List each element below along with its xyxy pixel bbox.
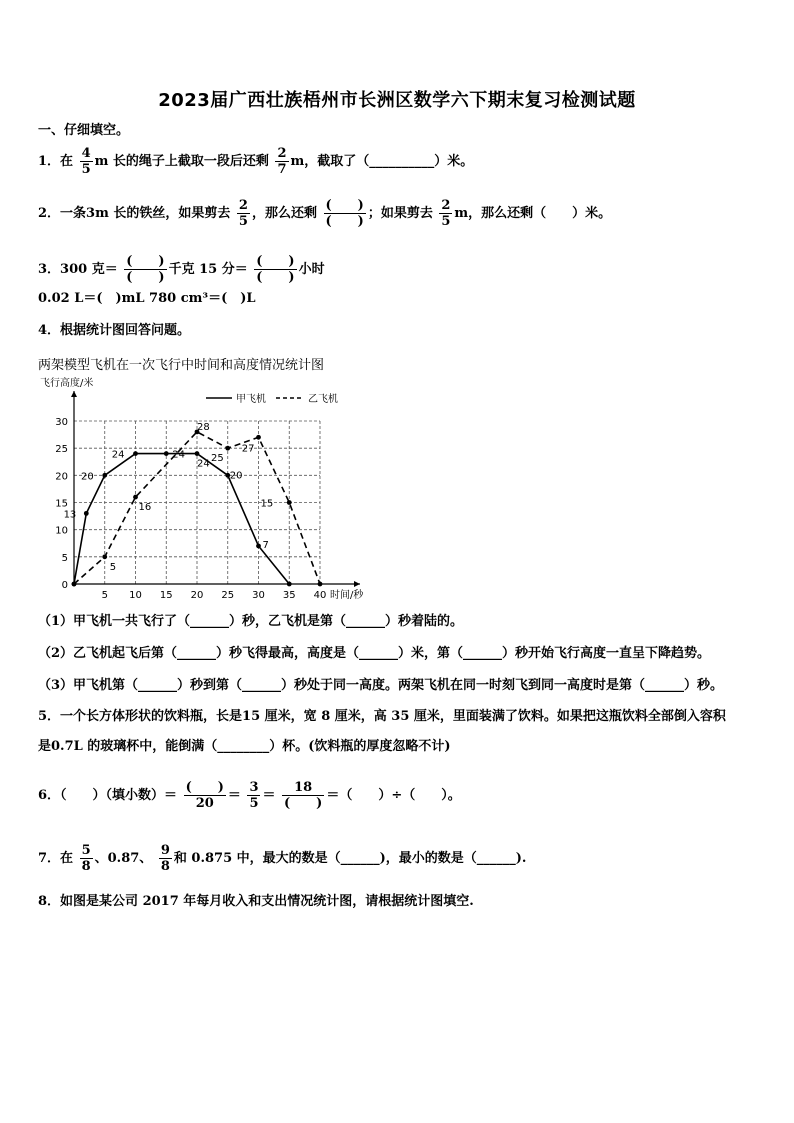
data-label: 25 — [211, 453, 224, 465]
x-tick-label: 25 — [221, 590, 235, 601]
q3-text-a: 300 克＝ — [60, 262, 118, 277]
question-1 — [38, 146, 473, 177]
y-tick-label: 15 — [55, 498, 68, 510]
question-4: 4．根据统计图回答问题。 — [38, 323, 191, 338]
question-4-3: （3）甲飞机第（______）秒到第（______）秒处于同一高度。两架飞机在同一时刻飞到同一高度时是第（______）秒。 — [38, 678, 724, 693]
fraction-numerator: 9 — [160, 843, 170, 858]
q3-text-c: 小时 — [298, 262, 325, 277]
q6-text: 6．（ ）（填小数）＝ — [38, 788, 178, 803]
series-line-jia — [74, 454, 289, 584]
data-label: 20 — [229, 470, 243, 482]
y-tick-label: 0 — [61, 580, 68, 591]
equals-sign: ＝ — [262, 788, 276, 803]
q2-text-mid2: ；如果剪去 — [367, 206, 433, 221]
data-point — [256, 544, 261, 549]
fraction-denominator: ( ) — [256, 270, 295, 285]
data-point — [318, 582, 323, 587]
section-heading: 一、仔细填空。 — [38, 123, 130, 138]
q7-text-mid: 、0.87、 — [94, 851, 153, 866]
data-point — [102, 473, 107, 478]
y-tick-label: 20 — [55, 471, 68, 483]
data-label: 24 — [172, 449, 185, 461]
q6-fraction-3[interactable] — [282, 780, 324, 811]
fraction-denominator: ( ) — [126, 270, 165, 285]
data-point — [84, 511, 89, 516]
data-label: 13 — [63, 509, 77, 521]
question-5-line-2: 是0.7L 的玻璃杯中，能倒满（________）杯。(饮料瓶的厚度忽略不计) — [38, 739, 451, 754]
question-3-unit-conversion: 0.02 L＝( )mL 780 cm³＝( )L — [38, 291, 256, 306]
data-point — [164, 451, 169, 456]
q2-text: 一条3m 长的铁丝，如果剪去 — [60, 206, 231, 221]
data-point — [102, 554, 107, 559]
y-tick-label: 30 — [55, 417, 68, 428]
x-tick-label: 5 — [101, 590, 108, 601]
page-title: 2023届广西壮族梧州市长洲区数学六下期末复习检测试题 — [158, 90, 636, 111]
fraction-denominator: 5 — [238, 214, 248, 229]
fraction-numerator: ( ) — [325, 198, 364, 213]
q1-text-post: m，截取了（ — [290, 154, 370, 169]
q2-fraction-2 — [439, 198, 452, 229]
q1-answer-blank[interactable]: __________ — [369, 154, 435, 169]
x-tick-label: 30 — [252, 590, 265, 601]
fraction-denominator: 20 — [195, 796, 214, 811]
fraction-numerator: 5 — [81, 843, 91, 858]
data-label: 5 — [109, 561, 117, 573]
fraction-numerator: ( ) — [185, 780, 224, 795]
fraction-numerator: 2 — [441, 198, 451, 213]
q3-text-b: 千克 15 分＝ — [168, 262, 248, 277]
data-label: 24 — [111, 449, 125, 461]
q1-text-mid: m 长的绳子上截取一段后还剩 — [94, 154, 269, 169]
fraction-numerator: 2 — [238, 198, 248, 213]
fraction-numerator: 2 — [277, 146, 287, 161]
data-label: 15 — [260, 498, 274, 510]
equals-sign: ＝ — [227, 788, 241, 803]
data-label: 16 — [138, 502, 152, 514]
question-5-line-1: 5．一个长方体形状的饮料瓶，长是15 厘米，宽 8 厘米，高 35 厘米，里面装满了饮料。如果把这瓶饮料全部倒入容积 — [38, 709, 726, 724]
q2-number: 2． — [38, 206, 61, 221]
question-2 — [38, 198, 611, 229]
fraction-denominator: ( ) — [284, 796, 323, 811]
x-axis-label: 时间/秒 — [330, 590, 364, 601]
q1-text-end: ）米。 — [434, 154, 474, 169]
fraction-denominator: 8 — [81, 859, 91, 874]
q2-answer-fraction[interactable] — [324, 198, 366, 229]
y-axis-arrow — [71, 391, 77, 397]
q3-answer-fraction-1[interactable] — [124, 254, 166, 285]
data-point — [133, 451, 138, 456]
q1-number: 1． — [38, 154, 61, 169]
fraction-denominator: 5 — [81, 162, 91, 177]
data-point — [256, 435, 261, 440]
y-tick-label: 5 — [61, 552, 68, 564]
fraction-denominator: ( ) — [325, 214, 364, 229]
q3-answer-fraction-2[interactable] — [254, 254, 296, 285]
x-tick-label: 35 — [282, 590, 296, 601]
question-8: 8．如图是某公司 2017 年每月收入和支出情况统计图，请根据统计图填空. — [38, 894, 474, 909]
y-tick-label: 10 — [55, 525, 68, 537]
fraction-denominator: 5 — [249, 796, 259, 811]
data-label: 27 — [241, 443, 255, 455]
x-tick-label: 10 — [129, 590, 142, 601]
legend-label-jia: 甲飞机 — [236, 394, 266, 405]
q7-fraction-1 — [80, 843, 93, 874]
q6-fraction-1[interactable] — [184, 780, 226, 811]
flight-line-chart — [36, 374, 366, 606]
q3-number: 3． — [38, 262, 61, 277]
question-4-2: （2）乙飞机起飞后第（______）秒飞得最高，高度是（______）米，第（______）秒开始飞行高度一直呈下降趋势。 — [38, 646, 711, 661]
data-label: 28 — [197, 421, 210, 433]
fraction-numerator: ( ) — [126, 254, 165, 269]
q2-fraction-1 — [237, 198, 250, 229]
q2-text-post: m，那么还剩（ ）米。 — [454, 206, 612, 221]
q2-text-mid: ，那么还剩 — [251, 206, 317, 221]
q6-fraction-2 — [247, 780, 260, 811]
data-label: 24 — [197, 458, 210, 470]
data-point — [195, 451, 200, 456]
q7-text-post: 和 0.875 中，最大的数是（______)，最小的数是（______). — [173, 851, 527, 866]
data-point — [225, 446, 230, 451]
data-label: 20 — [81, 471, 94, 483]
q1-fraction-1 — [80, 146, 93, 177]
fraction-denominator: 7 — [277, 162, 287, 177]
data-label: 7 — [262, 539, 269, 551]
data-point — [133, 495, 138, 500]
fraction-numerator: 3 — [249, 780, 259, 795]
q1-fraction-2 — [275, 146, 288, 177]
question-6 — [38, 780, 461, 811]
data-point — [72, 582, 77, 587]
q7-text: 7．在 — [38, 851, 74, 866]
question-3 — [38, 254, 325, 285]
x-tick-label: 20 — [190, 590, 204, 601]
x-tick-label: 40 — [313, 590, 327, 601]
legend-label-yi: 乙飞机 — [308, 394, 338, 405]
fraction-denominator: 5 — [441, 214, 451, 229]
fraction-numerator: ( ) — [256, 254, 295, 269]
x-axis-arrow — [354, 581, 360, 587]
y-axis-label: 飞行高度/米 — [40, 378, 94, 389]
chart-caption: 两架模型飞机在一次飞行中时间和高度情况统计图 — [38, 358, 325, 373]
q1-text: 在 — [60, 154, 74, 169]
x-tick-label: 15 — [159, 590, 173, 601]
fraction-denominator: 8 — [160, 859, 170, 874]
y-tick-label: 25 — [55, 444, 68, 456]
q6-text-post: ＝（ ）÷（ ）。 — [326, 788, 461, 803]
data-point — [287, 500, 292, 505]
q7-fraction-2 — [159, 843, 172, 874]
fraction-numerator: 4 — [81, 146, 91, 161]
question-7 — [38, 843, 526, 874]
question-4-1: （1）甲飞机一共飞行了（______）秒，乙飞机是第（______）秒着陆的。 — [38, 614, 464, 629]
fraction-numerator: 18 — [282, 780, 324, 796]
data-point — [287, 582, 292, 587]
